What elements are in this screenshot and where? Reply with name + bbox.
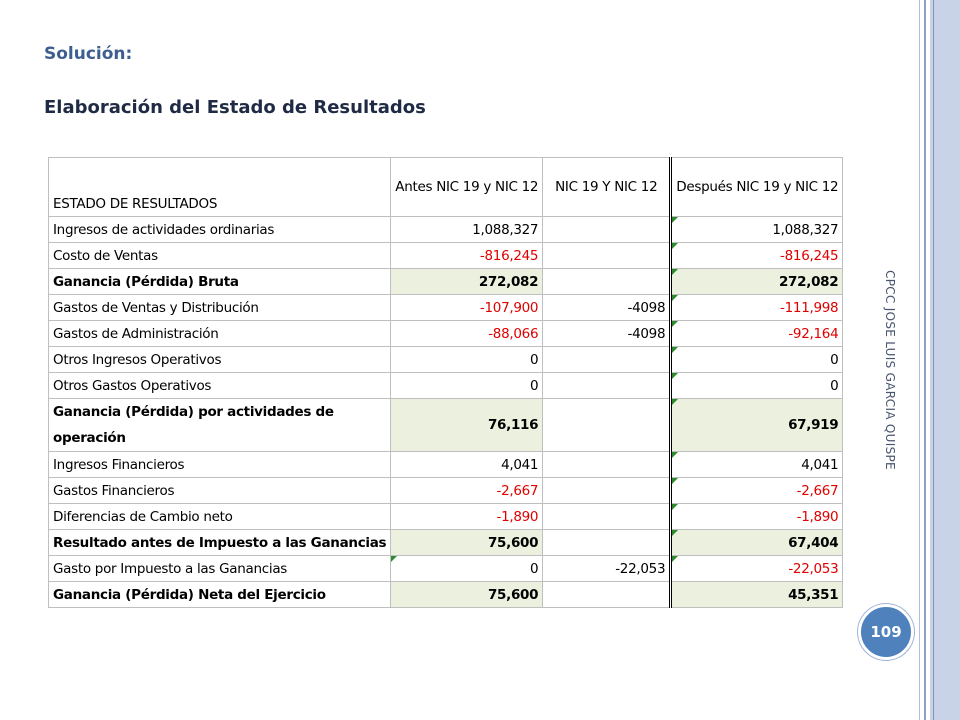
row-label: Gastos de Ventas y Distribución bbox=[49, 295, 391, 321]
comment-marker-icon bbox=[672, 478, 678, 484]
row-antes: -1,890 bbox=[391, 504, 543, 530]
row-label: Resultado antes de Impuesto a las Ganancias bbox=[49, 530, 391, 556]
row-antes: 0 bbox=[391, 347, 543, 373]
row-ajuste bbox=[543, 399, 671, 452]
table-header-row bbox=[49, 158, 843, 217]
table-row bbox=[49, 504, 843, 530]
header-ajuste: NIC 19 Y NIC 12 bbox=[543, 158, 671, 217]
row-despues bbox=[671, 556, 843, 582]
row-antes: -88,066 bbox=[391, 321, 543, 347]
table-row bbox=[49, 478, 843, 504]
comment-marker-icon bbox=[672, 295, 678, 301]
table-row bbox=[49, 582, 843, 608]
row-label: Ingresos de actividades ordinarias bbox=[49, 217, 391, 243]
row-despues-value: -816,245 bbox=[780, 247, 839, 264]
row-antes: -107,900 bbox=[391, 295, 543, 321]
comment-marker-icon bbox=[672, 269, 678, 275]
row-despues-value: 0 bbox=[830, 351, 839, 368]
row-despues bbox=[671, 217, 843, 243]
row-despues-value: 0 bbox=[830, 377, 839, 394]
comment-marker-icon bbox=[672, 243, 678, 249]
row-ajuste bbox=[543, 582, 671, 608]
row-ajuste: -22,053 bbox=[543, 556, 671, 582]
row-antes: -2,667 bbox=[391, 478, 543, 504]
comment-marker-icon bbox=[672, 452, 678, 458]
comment-marker-icon bbox=[672, 530, 678, 536]
row-despues bbox=[671, 530, 843, 556]
comment-marker-icon bbox=[672, 504, 678, 510]
row-antes: 0 bbox=[391, 373, 543, 399]
author-name: CPCC JOSE LUIS GARCIA QUISPE bbox=[883, 270, 897, 470]
row-despues: 45,351 bbox=[671, 582, 843, 608]
row-despues bbox=[671, 373, 843, 399]
table-row bbox=[49, 269, 843, 295]
row-ajuste bbox=[543, 530, 671, 556]
row-antes: -816,245 bbox=[391, 243, 543, 269]
row-ajuste bbox=[543, 504, 671, 530]
row-despues bbox=[671, 452, 843, 478]
row-despues-value: 67,919 bbox=[788, 417, 839, 433]
row-despues-value: -1,890 bbox=[796, 508, 839, 525]
table-row bbox=[49, 373, 843, 399]
header-label: ESTADO DE RESULTADOS bbox=[49, 158, 391, 217]
comment-marker-icon bbox=[672, 399, 678, 405]
comment-marker-icon bbox=[672, 556, 678, 562]
table-row bbox=[49, 452, 843, 478]
row-despues bbox=[671, 399, 843, 452]
row-antes: 1,088,327 bbox=[391, 217, 543, 243]
income-statement-table bbox=[48, 157, 843, 608]
row-ajuste bbox=[543, 478, 671, 504]
header-despues: Después NIC 19 y NIC 12 bbox=[671, 158, 843, 217]
row-despues-value: -92,164 bbox=[788, 325, 839, 342]
rail-line bbox=[933, 0, 934, 720]
row-label: Ingresos Financieros bbox=[49, 452, 391, 478]
row-despues bbox=[671, 269, 843, 295]
header-antes: Antes NIC 19 y NIC 12 bbox=[391, 158, 543, 217]
row-label: Costo de Ventas bbox=[49, 243, 391, 269]
row-despues-value: 4,041 bbox=[801, 456, 839, 473]
row-antes bbox=[391, 556, 543, 582]
table-row bbox=[49, 530, 843, 556]
table-row bbox=[49, 321, 843, 347]
row-label: Gasto por Impuesto a las Ganancias bbox=[49, 556, 391, 582]
comment-marker-icon bbox=[672, 347, 678, 353]
row-despues-value: -2,667 bbox=[796, 482, 839, 499]
table-row bbox=[49, 295, 843, 321]
row-despues-value: -22,053 bbox=[788, 560, 839, 577]
rail-line bbox=[919, 0, 920, 720]
row-label: Ganancia (Pérdida) por actividades de operación bbox=[49, 399, 391, 452]
comment-marker-icon bbox=[672, 373, 678, 379]
row-ajuste bbox=[543, 243, 671, 269]
row-despues bbox=[671, 504, 843, 530]
table-row bbox=[49, 556, 843, 582]
solution-heading: Solución: bbox=[44, 44, 133, 64]
row-antes: 76,116 bbox=[391, 399, 543, 452]
comment-marker-icon bbox=[672, 321, 678, 327]
page-title: Elaboración del Estado de Resultados bbox=[44, 97, 426, 118]
row-antes-value: 0 bbox=[529, 560, 539, 577]
row-antes: 272,082 bbox=[391, 269, 543, 295]
row-ajuste bbox=[543, 373, 671, 399]
table-row bbox=[49, 217, 843, 243]
row-despues bbox=[671, 347, 843, 373]
row-despues-value: -111,998 bbox=[780, 299, 839, 316]
row-ajuste: -4098 bbox=[543, 321, 671, 347]
row-label: Gastos Financieros bbox=[49, 478, 391, 504]
row-despues bbox=[671, 321, 843, 347]
table-row bbox=[49, 399, 843, 452]
row-label: Ganancia (Pérdida) Neta del Ejercicio bbox=[49, 582, 391, 608]
row-despues-value: 67,404 bbox=[788, 534, 839, 551]
page-number-badge: 109 bbox=[858, 604, 914, 660]
row-ajuste: -4098 bbox=[543, 295, 671, 321]
table-row bbox=[49, 243, 843, 269]
row-label: Gastos de Administración bbox=[49, 321, 391, 347]
comment-marker-icon bbox=[391, 556, 397, 562]
row-despues bbox=[671, 243, 843, 269]
row-despues-value: 272,082 bbox=[778, 273, 839, 290]
row-despues bbox=[671, 478, 843, 504]
rail-line bbox=[924, 0, 926, 720]
row-label: Ganancia (Pérdida) Bruta bbox=[49, 269, 391, 295]
row-ajuste bbox=[543, 452, 671, 478]
row-antes: 75,600 bbox=[391, 530, 543, 556]
row-ajuste bbox=[543, 347, 671, 373]
row-label: Diferencias de Cambio neto bbox=[49, 504, 391, 530]
row-antes: 4,041 bbox=[391, 452, 543, 478]
row-ajuste bbox=[543, 269, 671, 295]
table-row bbox=[49, 347, 843, 373]
row-despues bbox=[671, 295, 843, 321]
decorative-rail bbox=[930, 0, 960, 720]
row-ajuste bbox=[543, 217, 671, 243]
row-despues-value: 1,088,327 bbox=[772, 221, 839, 238]
row-label: Otros Gastos Operativos bbox=[49, 373, 391, 399]
author-vertical-text bbox=[880, 250, 900, 490]
row-antes: 75,600 bbox=[391, 582, 543, 608]
row-label: Otros Ingresos Operativos bbox=[49, 347, 391, 373]
comment-marker-icon bbox=[672, 217, 678, 223]
